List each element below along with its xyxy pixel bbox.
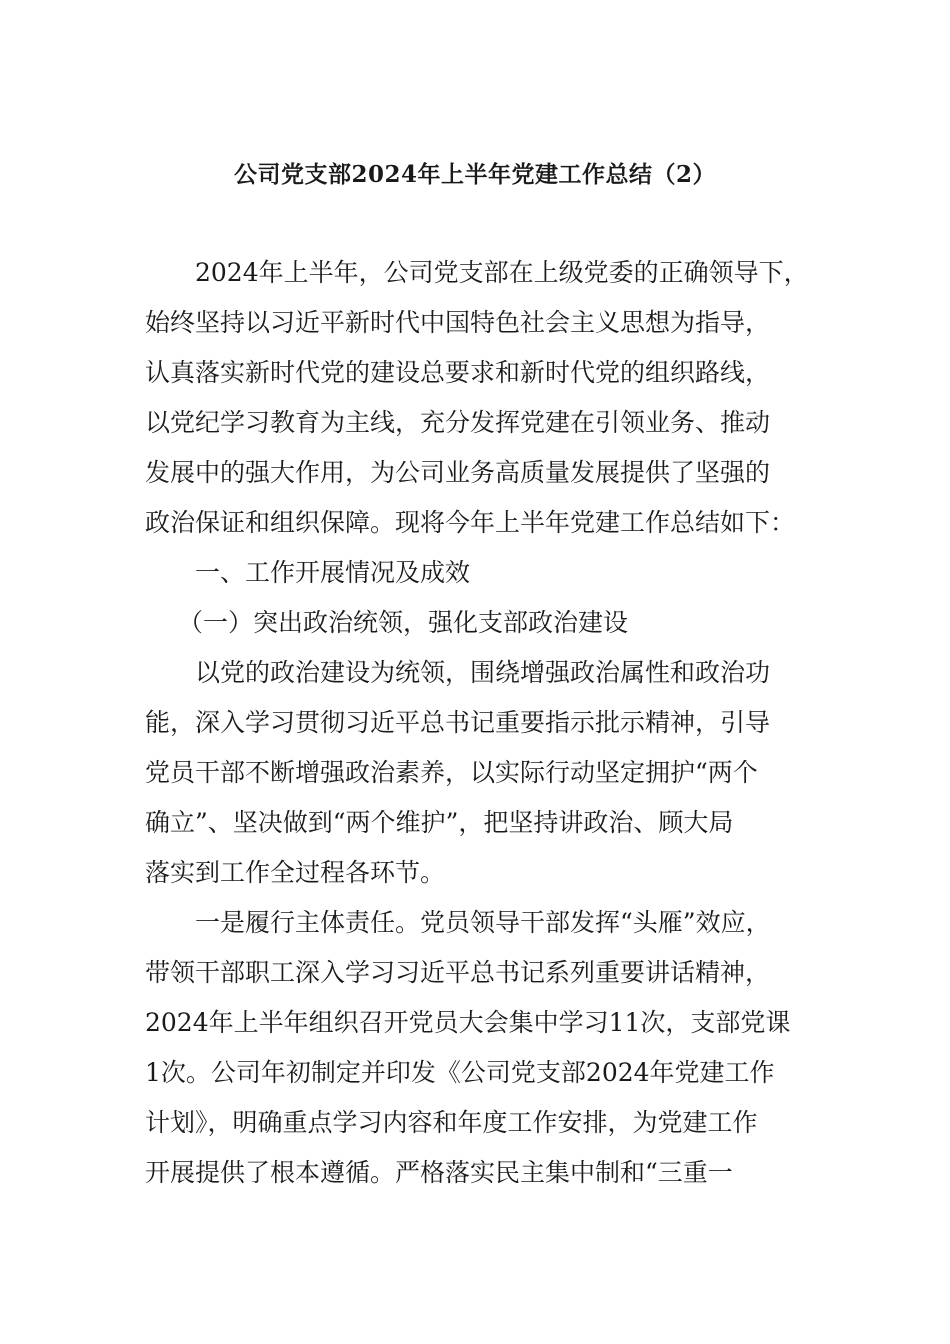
paragraph-line: 1次。公司年初制定并印发《公司党支部2024年党建工作	[145, 1058, 775, 1087]
paragraph-line: 一是履行主体责任。党员领导干部发挥“头雁”效应，	[195, 908, 771, 937]
paragraph-line: 确立”、坚决做到“两个维护”，把坚持讲政治、顾大局	[145, 808, 734, 837]
paragraph-line: 计划》，明确重点学习内容和年度工作安排，为党建工作	[145, 1108, 758, 1137]
paragraph-line: 以党的政治建设为统领，围绕增强政治属性和政治功	[195, 658, 771, 687]
paragraph-line: 2024年上半年，公司党支部在上级党委的正确领导下，	[195, 258, 809, 287]
paragraph-line: 带领干部职工深入学习习近平总书记系列重要讲话精神，	[145, 958, 771, 987]
paragraph-line: 认真落实新时代党的建设总要求和新时代党的组织路线，	[145, 358, 771, 387]
paragraph-line: 始终坚持以习近平新时代中国特色社会主义思想为指导，	[145, 308, 771, 337]
paragraph-line: 2024年上半年组织召开党员大会集中学习11次，支部党课	[145, 1008, 791, 1037]
paragraph-line: 政治保证和组织保障。现将今年上半年党建工作总结如下：	[145, 508, 796, 537]
paragraph-line: 发展中的强大作用，为公司业务高质量发展提供了坚强的	[145, 458, 771, 487]
paragraph-line: 以党纪学习教育为主线，充分发挥党建在引领业务、推动	[145, 408, 771, 437]
subsection-heading: （一）突出政治统领，强化支部政治建设	[178, 608, 629, 637]
section-heading: 一、工作开展情况及成效	[195, 558, 471, 587]
paragraph-line: 能，深入学习贯彻习近平总书记重要指示批示精神，引导	[145, 708, 771, 737]
paragraph-line: 开展提供了根本遵循。严格落实民主集中制和“三重一	[145, 1158, 733, 1187]
document-title: 公司党支部2024年上半年党建工作总结（2）	[233, 161, 717, 188]
paragraph-line: 落实到工作全过程各环节。	[145, 858, 446, 887]
paragraph-line: 党员干部不断增强政治素养，以实际行动坚定拥护“两个	[145, 758, 758, 787]
